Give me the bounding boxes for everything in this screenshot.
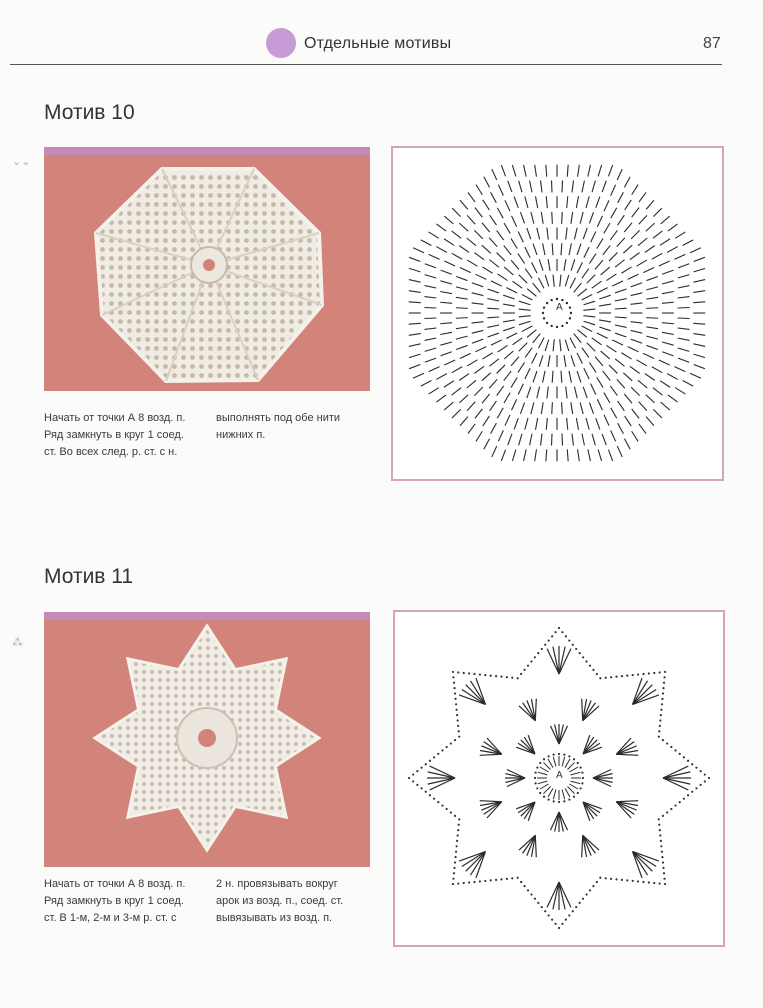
margin-mark: ⁂	[12, 637, 23, 649]
diagram-start-label: A	[556, 770, 563, 781]
motif-11-title: Мотив 11	[44, 565, 134, 588]
motif-10-diagram	[391, 146, 724, 481]
motif-10-photo	[44, 147, 370, 391]
motif-11-diagram	[393, 610, 725, 947]
motif-10-caption-col1: Начать от точки А 8 возд. п. Ряд замкнуть в круг 1 соед. ст. Во всех след. р. ст. с н.	[44, 412, 186, 458]
header-rule	[10, 64, 722, 65]
motif-10-title: Мотив 10	[44, 101, 135, 124]
margin-mark: ⌄⌄	[12, 156, 31, 168]
motif-11-caption-col1: Начать от точки А 8 возд. п. Ряд замкнуть в круг 1 соед. ст. В 1-м, 2-м и 3-м р. ст. с	[44, 878, 186, 924]
octagon-crochet-chart	[393, 148, 722, 479]
photo-background	[44, 155, 370, 391]
section-title: Отдельные мотивы	[304, 35, 452, 52]
photo-background	[44, 620, 370, 867]
photo-top-bar	[44, 147, 370, 155]
motif-11-photo	[44, 612, 370, 867]
stitch-ticks	[409, 165, 706, 462]
motif-10-caption-col2: выполнять под обе нити нижних п.	[216, 412, 341, 441]
octagon-motif-image	[44, 155, 370, 391]
motif-11-caption-col2: 2 н. провязывать вокруг арок из возд. п., соед. ст. вывязывать из возд. п.	[216, 878, 344, 924]
diagram-start-label: A	[556, 302, 563, 313]
photo-top-bar	[44, 612, 370, 620]
section-color-circle	[266, 28, 296, 58]
star-motif-image	[44, 620, 370, 867]
page-number: 87	[703, 35, 721, 52]
